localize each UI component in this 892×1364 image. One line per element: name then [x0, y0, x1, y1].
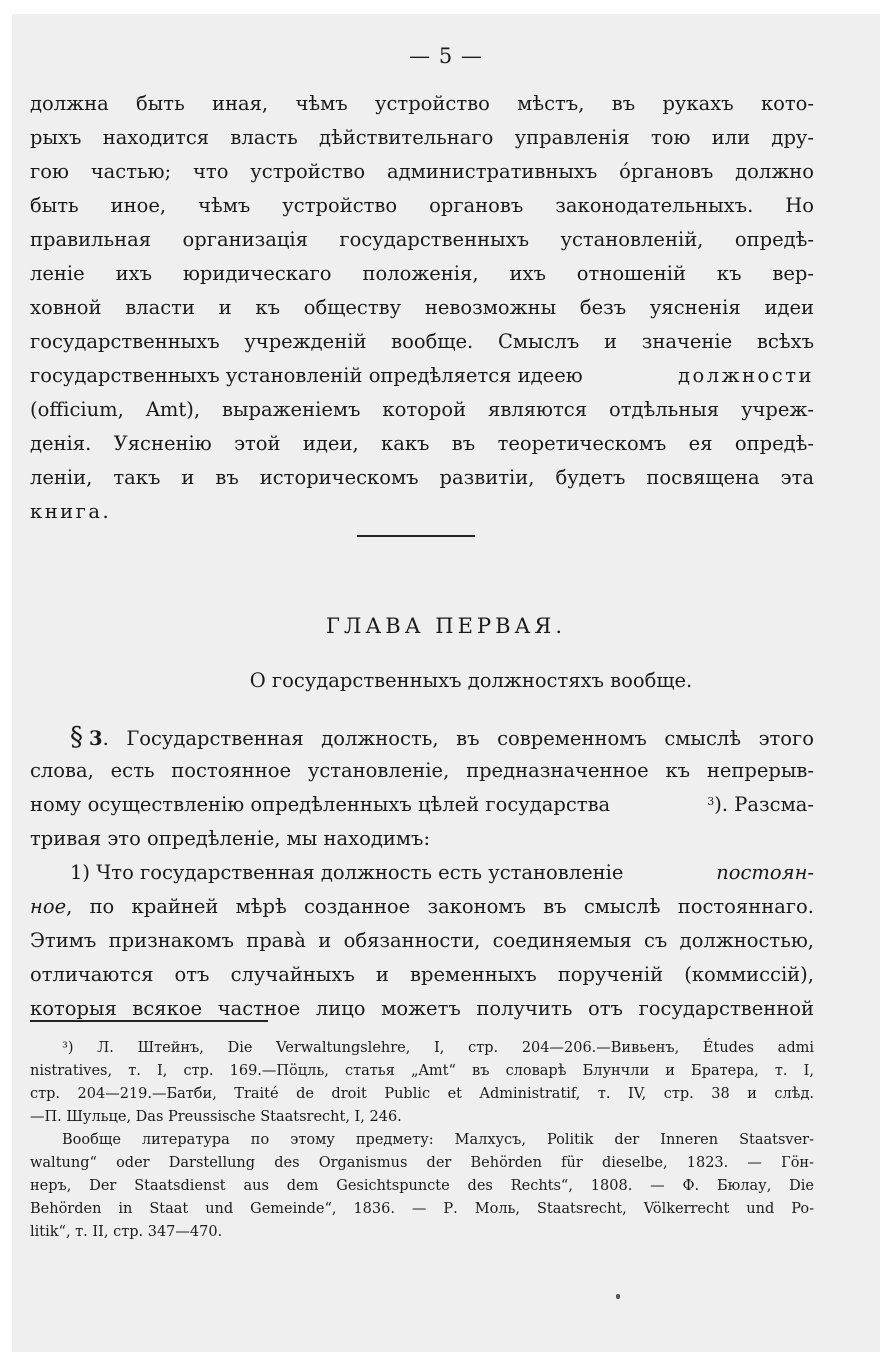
- text-line: слова, есть постоянное установленіе, предназначенное къ непрерыв-: [30, 759, 814, 782]
- footnote-line: —П. Шульце, Das Preussische Staatsrecht, I, 246.: [30, 1109, 402, 1125]
- text-span: ному осуществленію опредѣленныхъ цѣлей государства: [30, 793, 611, 816]
- chapter-subtitle: О государственныхъ должностяхъ вообще.: [249, 669, 693, 692]
- book-page: [12, 14, 880, 1352]
- text-line: быть иное, чѣмъ устройство органовъ законодательныхъ. Но: [30, 194, 814, 217]
- text-line: правильная организація государственныхъ установленій, опредѣ-: [30, 228, 814, 251]
- text-span: . Государственная должность, въ современномъ смыслѣ этого: [102, 727, 814, 750]
- footnote-ref[interactable]: 3: [707, 795, 715, 808]
- text-line: гою частью; что устройство административныхъ óргановъ должно: [30, 160, 814, 183]
- text-line: [30, 792, 814, 818]
- text-span: [707, 792, 814, 818]
- text-line: книга.: [30, 500, 112, 523]
- footnote-line: Behörden in Staat und Gemeinde“, 1836. — Р. Моль, Staatsrecht, Völkerrecht und Po-: [30, 1201, 814, 1217]
- italic-word: постоян-: [716, 861, 814, 884]
- footnote-rule: [30, 1020, 268, 1022]
- text-line: [30, 894, 814, 920]
- text-line: ховной власти и къ обществу невозможны безъ уясненія идеи: [30, 296, 814, 319]
- italic-word: ное: [30, 895, 67, 918]
- text-span: , по крайней мѣрѣ созданное закономъ въ смыслѣ постояннаго.: [66, 895, 814, 918]
- text-span: ). Разсма-: [714, 793, 814, 816]
- footnote-line: Вообще литература по этому предмету: Малхусъ, Politik der Inneren Staatsver-: [62, 1132, 814, 1148]
- paper-speck: [616, 1294, 620, 1299]
- chapter-title: ГЛАВА ПЕРВАЯ.: [325, 614, 567, 638]
- text-span: государственныхъ установленій опредѣляется идеею: [30, 364, 583, 387]
- footnote-line: стр. 204—219.—Батби, Traité de droit Public et Administratif, т. IV, стр. 38 и слѣд.: [30, 1086, 814, 1102]
- text-line: денія. Уясненію этой идеи, какъ въ теоретическомъ ея опредѣ-: [30, 432, 814, 455]
- text-line: Этимъ признакомъ правà и обязанности, соединяемыя съ должностью,: [30, 929, 814, 952]
- section-number: 3: [89, 727, 103, 750]
- text-line: (officium, Amt), выраженіемъ которой являются отдѣльныя учреж-: [30, 398, 814, 421]
- text-line: должна быть иная, чѣмъ устройство мѣстъ, въ рукахъ кото-: [30, 92, 814, 115]
- text-line: леніи, такъ и въ историческомъ развитіи, будетъ посвящена эта: [30, 466, 814, 489]
- text-span: 1) Что государственная должность есть установленіе: [70, 861, 624, 884]
- text-line: [70, 860, 814, 886]
- text-line: рыхъ находится власть дѣйствительнаго управленія тою или дру-: [30, 126, 814, 149]
- emphasized-word: должности: [677, 364, 814, 387]
- text-line: тривая это опредѣленіе, мы находимъ:: [30, 827, 431, 850]
- text-line: [30, 363, 814, 389]
- text-line: государственныхъ учрежденій вообще. Смыслъ и значеніе всѣхъ: [30, 330, 814, 353]
- page-number: — 5 —: [409, 44, 483, 68]
- text-line: отличаются отъ случайныхъ и временныхъ порученій (коммиссій),: [30, 963, 814, 986]
- paragraph-mark: §: [70, 722, 83, 752]
- footnote-line: неръ, Der Staatsdienst aus dem Gesichtspuncte des Rechts“, 1808. — Ф. Бюлау, Die: [30, 1178, 814, 1194]
- text-line: которыя всякое частное лицо можетъ получить отъ государственной: [30, 997, 814, 1020]
- section-heading-line: [70, 724, 814, 750]
- footnote-line: ³) Л. Штейнъ, Die Verwaltungslehre, I, стр. 204—206.—Вивьенъ, Études admi: [62, 1040, 814, 1056]
- section-separator: [357, 535, 475, 537]
- text-line: леніе ихъ юридическаго положенія, ихъ отношеній къ вер-: [30, 262, 814, 285]
- footnote-line: nistratives, т. I, стр. 169.—Пöцль, статья „Amt“ въ словарѣ Блунчли и Братера, т. I,: [30, 1063, 814, 1079]
- footnote-line: litik“, т. II, стр. 347—470.: [30, 1224, 223, 1240]
- footnote-line: waltung“ oder Darstellung des Organismus der Behörden für dieselbe, 1823. — Гöн-: [30, 1155, 814, 1171]
